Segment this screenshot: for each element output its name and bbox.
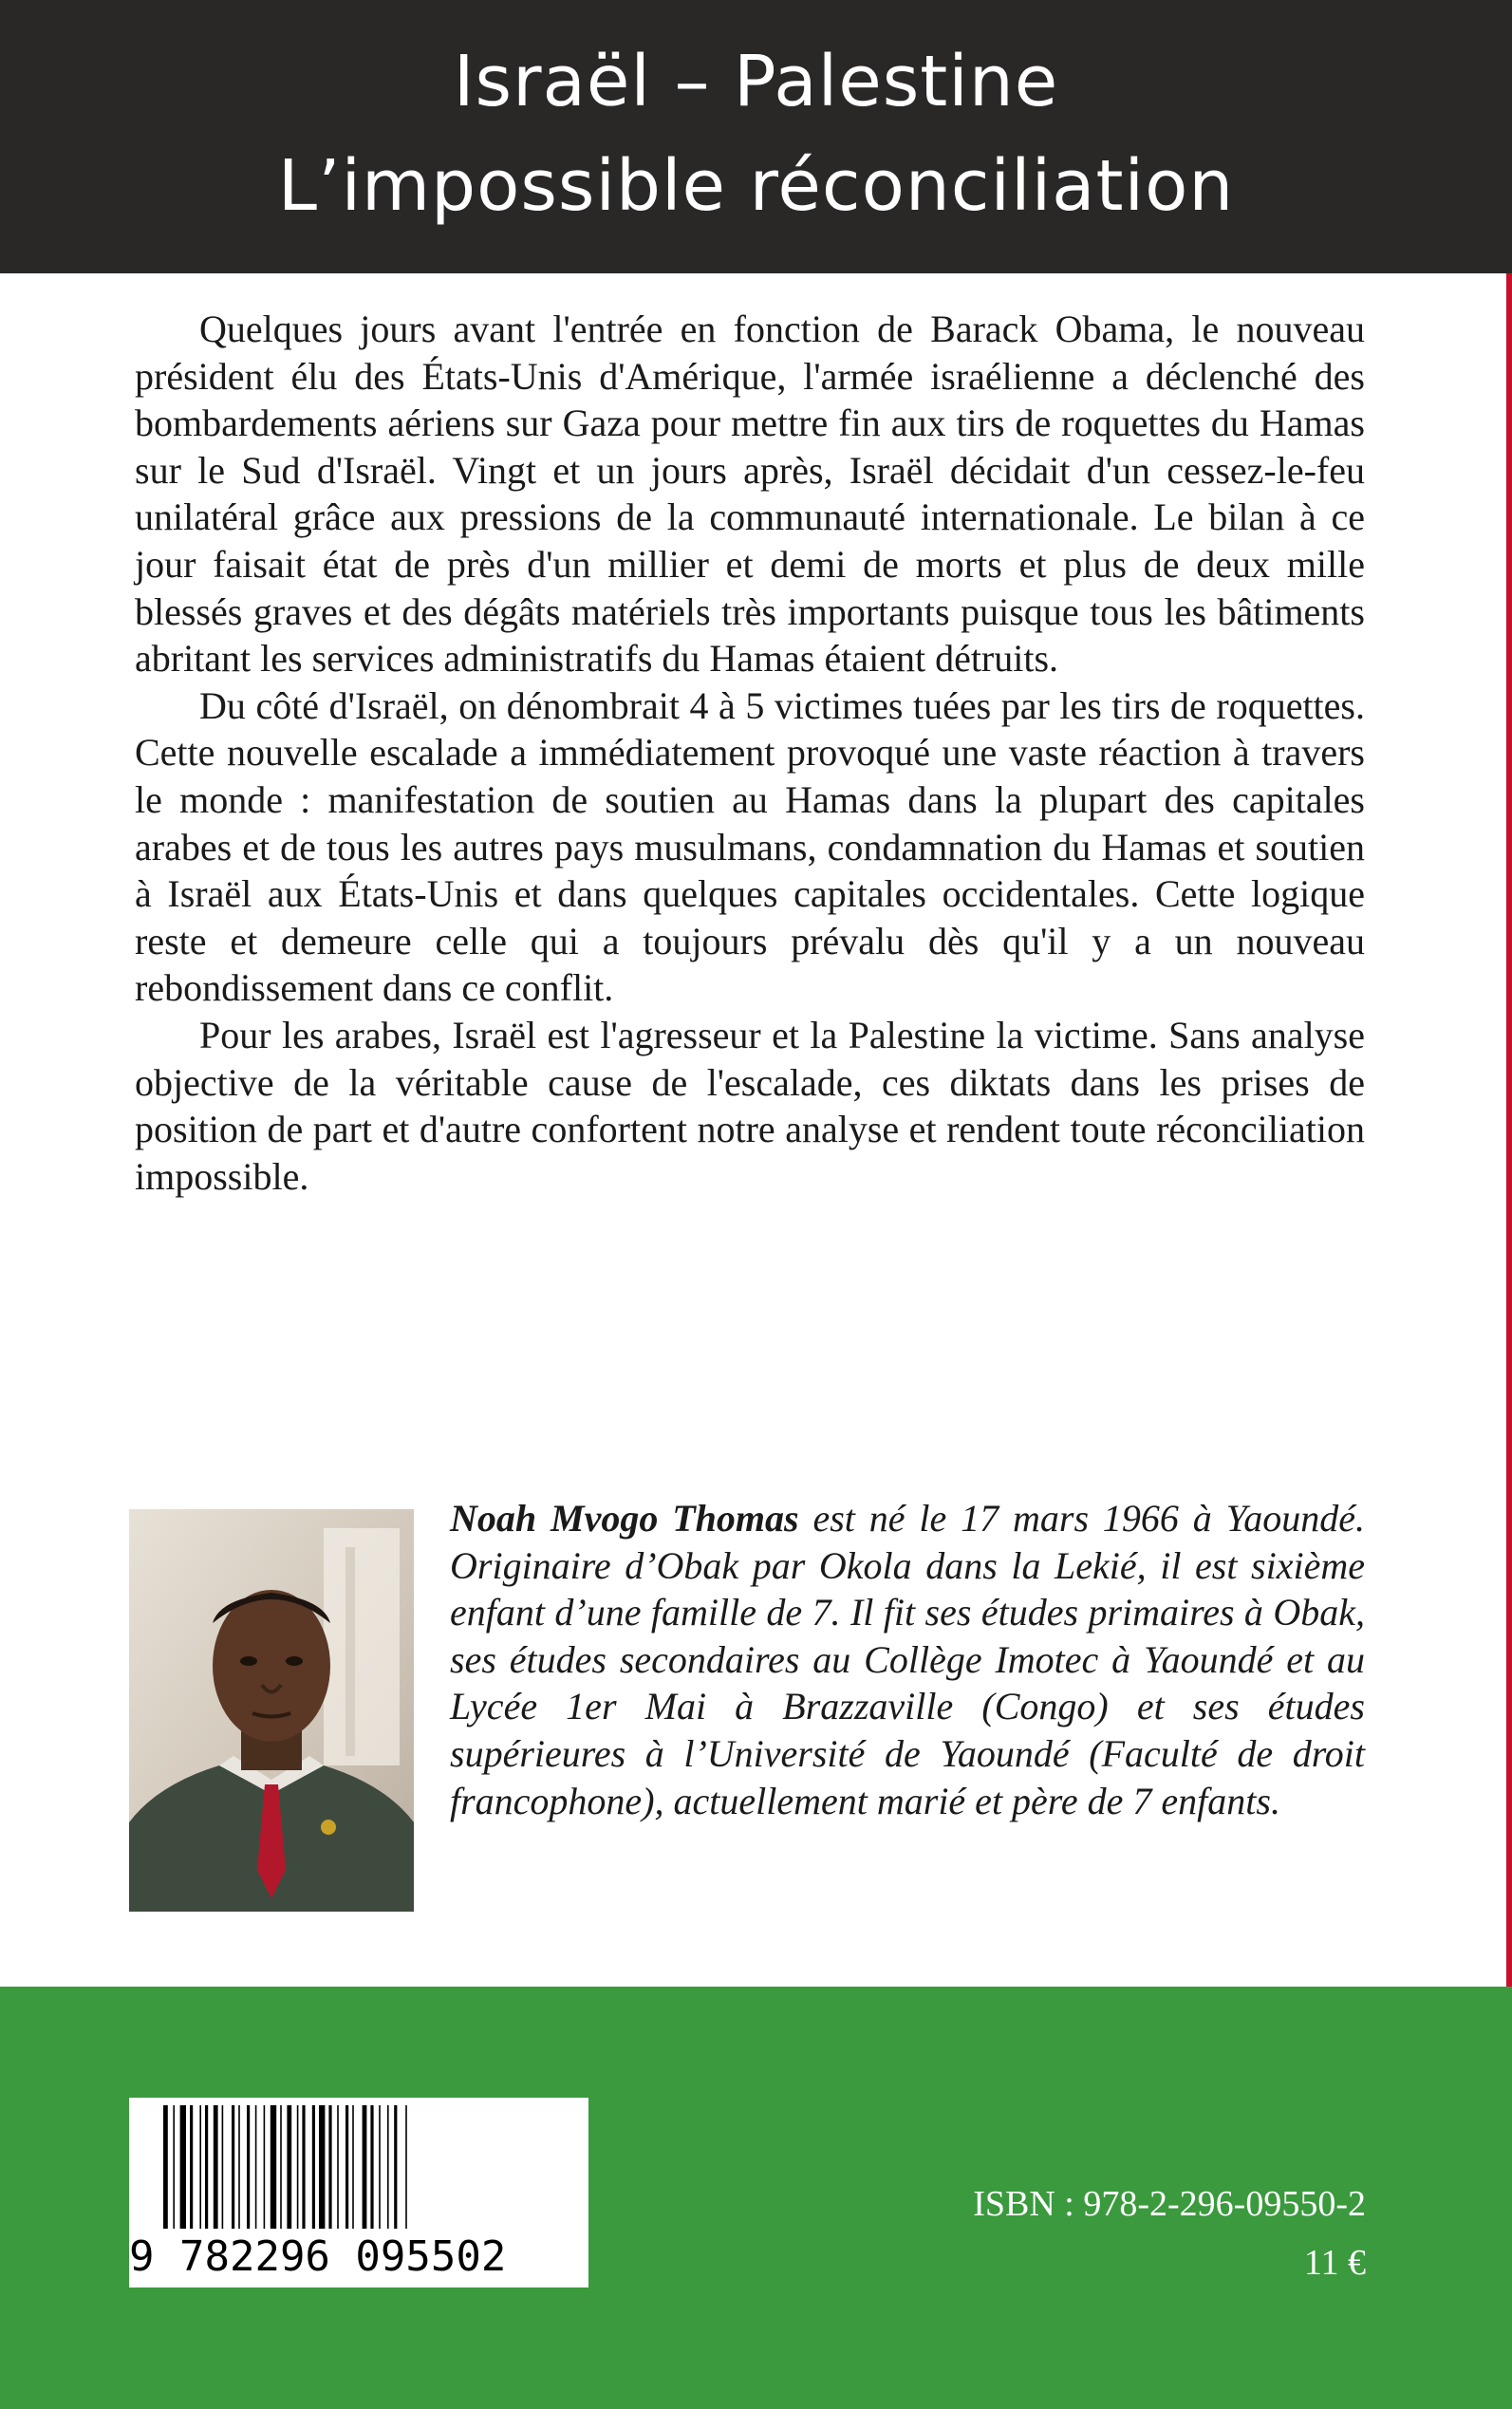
barcode-bar bbox=[205, 2105, 208, 2229]
barcode-bar bbox=[337, 2105, 339, 2229]
blurb-paragraph: Pour les arabes, Israël est l'agresseur et la Palestine la victime. Sans analyse objective de la véritable cause de l'escalade, ces diktats dans les prises de position de part et d'autre confortent notre analyse et rendent toute réconciliation impossible. bbox=[135, 1013, 1365, 1198]
author-bio-text: est né le 17 mars 1966 à Yaoundé. Originaire d’Obak par Okola dans la Lekié, il est sixième enfant d’une famille de 7. Il fit ses études primaires à Obak, ses études secondaires au Collège Imotec à Yaoundé et au Lycée 1er Mai à Brazzaville (Congo) et ses études supérieures à l’Université de Yaoundé (Faculté de droit francophone), actuellement marié et père de 7 enfants. bbox=[450, 1497, 1366, 1822]
barcode-bar bbox=[387, 2105, 389, 2229]
barcode-bar bbox=[319, 2105, 325, 2229]
red-edge-stripe bbox=[1506, 273, 1512, 1987]
barcode-bar bbox=[180, 2105, 186, 2229]
barcode-bar bbox=[405, 2105, 407, 2229]
book-subtitle: L’impossible réconciliation bbox=[277, 145, 1235, 227]
barcode-bar bbox=[222, 2105, 224, 2229]
author-name: Noah Mvogo Thomas bbox=[450, 1497, 799, 1540]
barcode-bar bbox=[312, 2105, 315, 2229]
title-band bbox=[0, 0, 1512, 273]
barcode-bar bbox=[173, 2105, 175, 2229]
barcode-bar bbox=[255, 2105, 257, 2229]
barcode-bar bbox=[271, 2105, 276, 2229]
barcode-bar bbox=[345, 2105, 348, 2229]
barcode-bar bbox=[363, 2105, 367, 2229]
author-portrait-illustration bbox=[129, 1509, 414, 1912]
barcode-bars bbox=[129, 2098, 588, 2231]
barcode-bar bbox=[247, 2105, 250, 2229]
barcode-bar bbox=[232, 2105, 234, 2229]
barcode-bar bbox=[264, 2105, 266, 2229]
barcode-bar bbox=[352, 2105, 354, 2229]
price: 11 € bbox=[1303, 2243, 1366, 2283]
barcode-bar bbox=[328, 2105, 331, 2229]
barcode-digits: 9 782296 095502 bbox=[129, 2232, 507, 2281]
barcode-bar bbox=[302, 2105, 305, 2229]
barcode-bar bbox=[214, 2105, 218, 2229]
barcode-bar bbox=[297, 2105, 299, 2229]
back-cover-blurb bbox=[135, 306, 1365, 1200]
blurb-paragraph: Quelques jours avant l'entrée en fonction de Barack Obama, le nouveau président élu des États-Unis d'Amérique, l'armée israélienne a déclenché des bombardements aériens sur Gaza pour mettre fin aux tirs de roquettes du Hamas sur le Sud d'Israël. Vingt et un jours après, Israël décidait d'un cessez-le-feu unilatéral grâce aux pressions de la communauté internationale. Le bilan à ce jour faisait état de près d'un millier et demi de morts et plus de deux mille blessés graves et des dégâts matériels très importants puisque tous les bâtiments abritant les services administratifs du Hamas étaient détruits. bbox=[135, 308, 1365, 681]
barcode-bar bbox=[163, 2105, 168, 2229]
barcode-bar bbox=[379, 2105, 381, 2229]
author-photo bbox=[129, 1509, 414, 1912]
barcode-bar bbox=[280, 2105, 282, 2229]
book-title: Israël – Palestine bbox=[453, 41, 1059, 122]
barcode-bar bbox=[287, 2105, 291, 2229]
barcode-bar bbox=[199, 2105, 201, 2229]
barcode-bar bbox=[238, 2105, 240, 2229]
barcode-bar bbox=[394, 2105, 397, 2229]
barcode-bar bbox=[190, 2105, 193, 2229]
author-bio bbox=[450, 1495, 1365, 1824]
barcode bbox=[129, 2098, 588, 2288]
blurb-paragraph: Du côté d'Israël, on dénombrait 4 à 5 victimes tuées par les tirs de roquettes. Cette nouvelle escalade a immédiatement provoqué une vaste réaction à travers le monde : manifestation de soutien au Hamas dans la plupart des capitales arabes et de tous les autres pays musulmans, condamnation du Hamas et soutien à Israël aux États-Unis et dans quelques capitales occidentales. Cette logique reste et demeure celle qui a toujours prévalu dès qu'il y a un nouveau rebondissement dans ce conflit. bbox=[135, 683, 1365, 1010]
isbn: ISBN : 978-2-296-09550-2 bbox=[973, 2184, 1366, 2224]
barcode-bar bbox=[370, 2105, 373, 2229]
